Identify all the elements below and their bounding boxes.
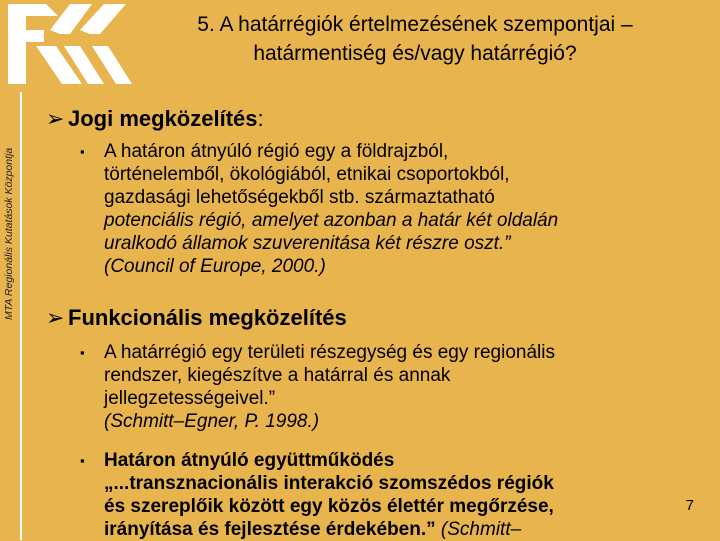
vertical-divider: [20, 92, 22, 540]
bullet-line: jellegzetességeivel.”: [104, 388, 276, 409]
square-bullet-icon: ▪: [80, 345, 85, 360]
heading-jogi-colon: :: [257, 106, 264, 131]
bullet-line-last-citation: (Schmitt–: [440, 519, 522, 540]
bullet-line: gazdasági lehetőségekből stb. származtatható: [104, 187, 495, 208]
bullet-line: Határon átnyúló együttműködés: [104, 450, 395, 471]
bullet-line: A határrégió egy területi részegység és egy regionális: [104, 342, 555, 363]
bullet-line: rendszer, kiegészítve a határral és annak: [104, 365, 451, 386]
bullet-line-last-main: irányítása és fejlesztése érdekében.”: [104, 519, 441, 540]
bullet-line: A határon átnyúló régió egy a földrajzból,: [104, 141, 449, 162]
heading-jogi-label: Jogi megközelítés: [68, 106, 258, 131]
heading-jogi: [46, 106, 264, 132]
bullet-line: történelemből, ökológiából, etnikai csoportokból,: [104, 164, 510, 185]
title-line-2: határmentiség és/vagy határrégió?: [253, 42, 577, 65]
bullet-jogi-definition: [80, 140, 558, 278]
heading-funkcionalis: [46, 305, 347, 331]
bullet-line: potenciális régió, amelyet azonban a határ két oldalán: [104, 210, 559, 231]
heading-funkcionalis-label: Funkcionális megközelítés: [68, 305, 347, 330]
page-title: [120, 10, 710, 68]
bullet-line-last: [80, 518, 554, 541]
arrow-bullet-icon: ➢: [46, 305, 65, 330]
bullet-citation: (Council of Europe, 2000.): [104, 256, 326, 277]
bullet-cooperation: [80, 449, 554, 541]
arrow-bullet-icon: ➢: [46, 106, 65, 131]
title-line-1: 5. A határrégiók értelmezésének szempontjai –: [197, 13, 633, 36]
side-caption: MTA Regionális Kutatások Központja: [3, 147, 15, 320]
bullet-line: „...transznacionális interakció szomszédos régiók: [104, 473, 554, 494]
square-bullet-icon: ▪: [80, 453, 85, 468]
logo-icon: [0, 0, 140, 90]
bullet-funkcionalis-definition: [80, 341, 555, 433]
bullet-line: uralkodó államok szuverenitása két részre oszt.”: [104, 233, 511, 254]
square-bullet-icon: ▪: [80, 144, 85, 159]
bullet-citation: (Schmitt–Egner, P. 1998.): [104, 411, 320, 432]
page-number: 7: [685, 497, 694, 514]
bullet-line: és szereplőik között egy közös élettér megőrzése,: [104, 496, 554, 517]
